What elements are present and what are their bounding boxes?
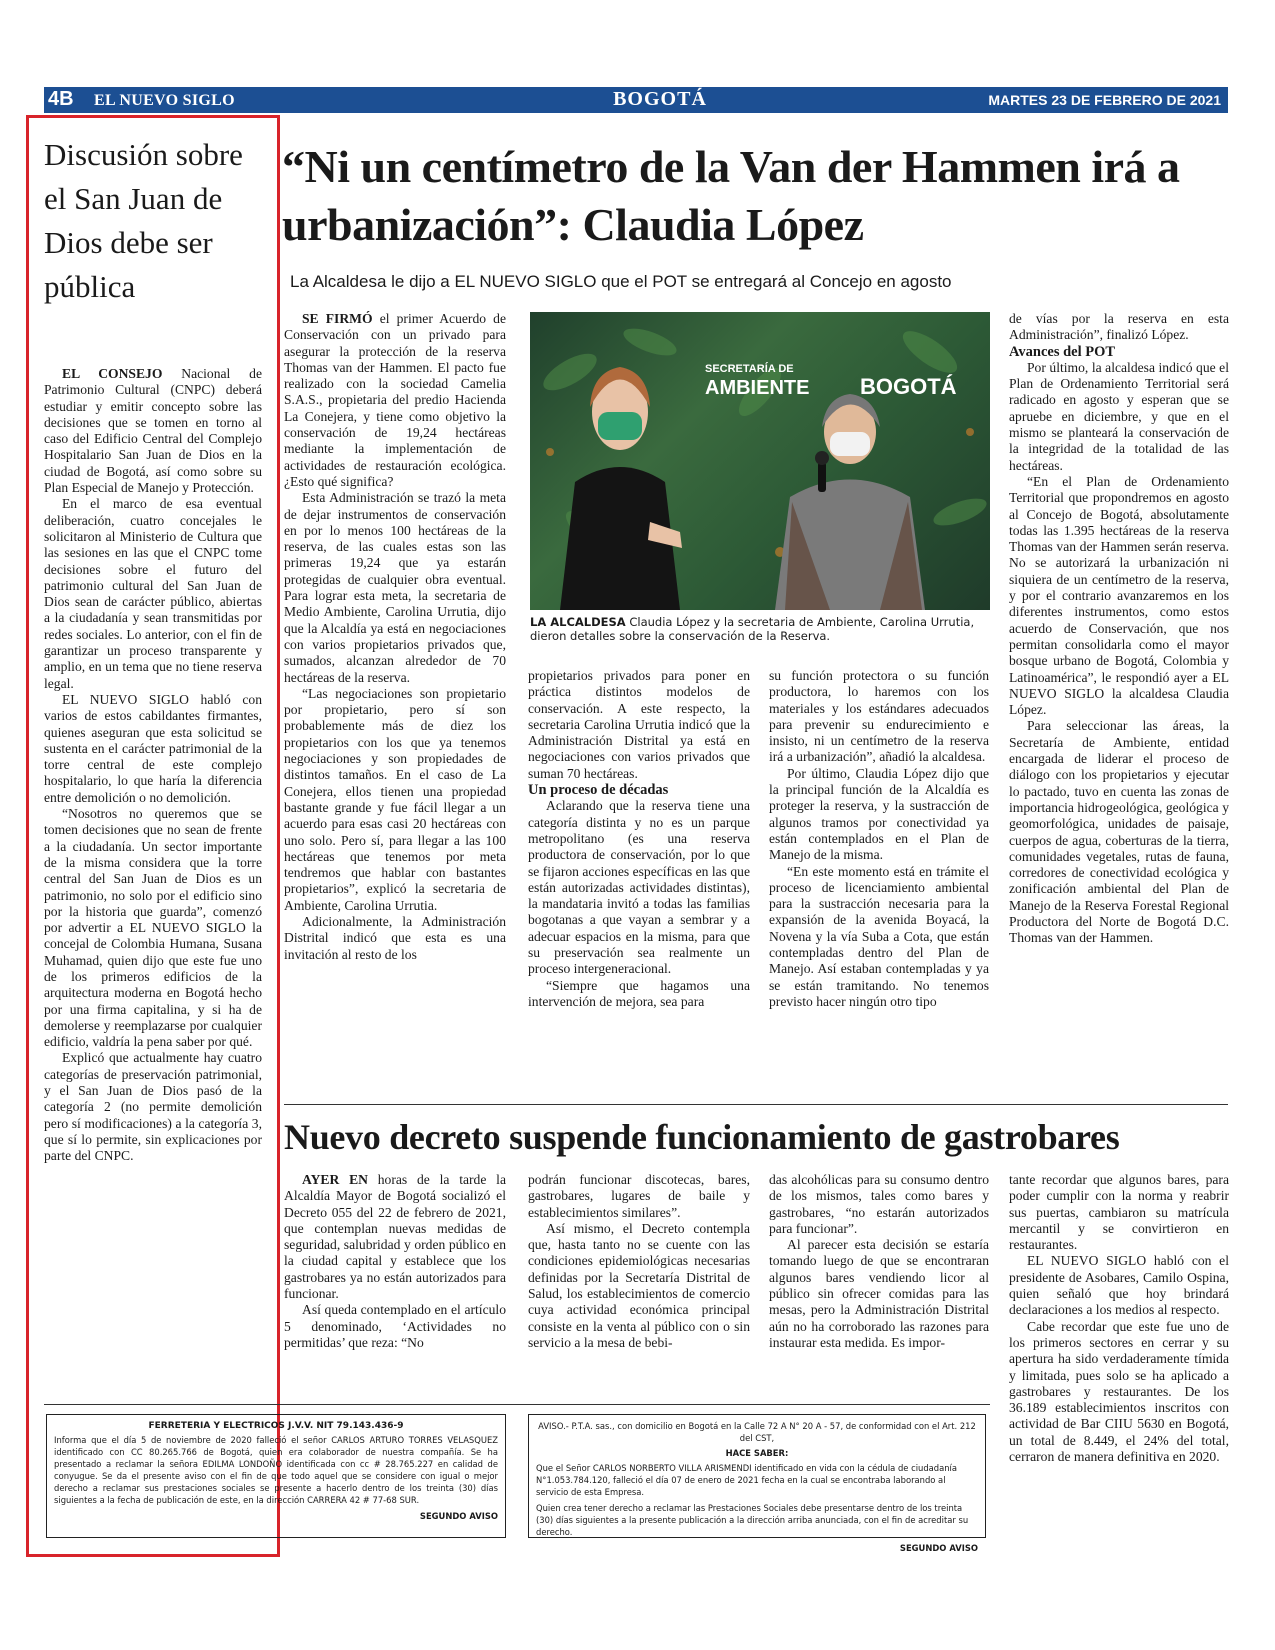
- main-column-4: [1009, 311, 1229, 947]
- second-column-3: [769, 1172, 989, 1351]
- ad-body: Informa que el día 5 de noviembre de 2020 falleció el señor CARLOS ARTURO TORRES VELASQUEZ identificado con CC 80.265.766 de Bogotá, quien era colaborador de nuestra compañía. Se ha presentado a reclamar la señora EDILMA LONDOÑO identificada con cc # 28.765.227 en calidad de conyugue. Se da el presente aviso con el fin de que todo aquel que se considere con igual o mejor derecho a reclamar sus prestaciones sociales se presente a hacerlo dentro de los treinta (30) días siguientes a la fecha de publicación de este, en la dirección CARRERA 42 # 77-68 SUR.: [54, 1435, 498, 1505]
- issue-date: MARTES 23 DE FEBRERO DE 2021: [988, 92, 1221, 108]
- caption-text: Claudia López y la secretaria de Ambiente, Carolina Urrutia, dieron detalles sobre la conservación de la Reserva.: [530, 615, 975, 643]
- sidebar-text: Nacional de Patrimonio Cultural (CNPC) deberá estudiar y emitir concepto sobre las decisiones que se tomen en torno al caso del Edificio Central del Complejo Hospitalario San Juan de Dios en la ciudad de Bogotá, así como sobre su Plan Especial de Manejo y Protección.: [44, 366, 262, 496]
- article-text: horas de la tarde la Alcaldía Mayor de Bogotá socializó el Decreto 055 del 22 de febrero de 2021, que contemplan nuevas medidas de seguridad, salubridad y orden público en la ciudad capital y establece que los gastrobares ya no están autorizados para funcionar.: [284, 1172, 506, 1302]
- main-column-1: [284, 311, 506, 963]
- sidebar-headline: Discusión sobre el San Juan de Dios debe ser pública: [44, 137, 243, 304]
- article-paragraph: “Las negociaciones son propietario por propietario, pero sí son probablemente más de diez los propietarios con los que ya tenemos negociaciones y son propiedades de distintos tamaños. En el caso de La Conejera, ellos tienen una propiedad bastante grande y fue fácil llegar a un acuerdo para esas casi 20 hectáreas con uno solo. Pero sí, para llegar a las 100 hectáreas que tenemos por meta tendremos que hablar con bastantes propietarios”, explicó la secretaria de Ambiente, Carolina Urrutia.: [284, 685, 506, 913]
- article-paragraph: Adicionalmente, la Administración Distrital indicó que esta es una invitación al resto de los: [284, 913, 506, 962]
- sidebar-paragraph: “Nosotros no queremos que se tomen decisiones que no sean de frente a la ciudadanía. Un sector importante de la misma considera que la torre central del San Juan de Dios es un patrimonio, no solo por el edificio sino por la historia que guarda”, comenzó por advertir a EL NUEVO SIGLO la concejal de Colombia Humana, Susana Muhamad, quien dijo que este fue uno de los primeros edificios de la arquitectura moderna en Bogotá hecho por una firma capitalina, y si ha de demolerse y reemplazarse por cualquier edificio, valdría la pena saber por qué.: [44, 806, 262, 1050]
- page-number: 4B: [48, 88, 74, 110]
- photo-sign-line3: BOGOTÁ: [860, 374, 957, 399]
- article-paragraph: “En este momento está en trámite el proceso de licenciamiento ambiental para la sustracción necesaria para la expansión de la avenida Boyacá, la Novena y la vía Suba a Cota, que están contempladas dentro del Plan de Manejo. Así estaban contempladas y ya se están tramitando. No tenemos previsto hacer ningún otro tipo: [769, 863, 989, 1009]
- article-paragraph: Por último, la alcaldesa indicó que el Plan de Ordenamiento Territorial será radicado en agosto y esperan que se apruebe en diciembre, y que en el mismo se planteará la conservación de la integridad de la totalidad de las hectáreas.: [1009, 359, 1229, 473]
- article-paragraph: tante recordar que algunos bares, para poder cumplir con la norma y reabrir sus puertas, cambiaron su matrícula mercantil y se convirtieron en restaurantes.: [1009, 1172, 1229, 1253]
- article-subheading: Un proceso de décadas: [528, 782, 669, 799]
- ad-footer: SEGUNDO AVISO: [419, 1511, 498, 1521]
- sidebar-article: [44, 366, 262, 1165]
- article-paragraph: das alcohólicas para su consumo dentro de los mismos, tales como bares y gastrobares, “no estarán autorizados para funcionar”.: [769, 1172, 989, 1236]
- article-paragraph: podrán funcionar discotecas, bares, gastrobares, lugares de baile y establecimientos similares”.: [528, 1172, 750, 1220]
- sidebar-paragraph: Explicó que actualmente hay cuatro categorías de preservación patrimonial, y el San Juan de Dios pasó de la categoría 2 (no permite demolición pero sí modificaciones) a la categoría 3, que sí lo permite, sin explicaciones por parte del CNPC.: [44, 1050, 262, 1164]
- section-title: BOGOTÁ: [613, 88, 707, 110]
- paper-name: EL NUEVO SIGLO: [94, 92, 235, 109]
- article-subheading: Avances del POT: [1009, 343, 1116, 360]
- second-column-1: [284, 1172, 506, 1351]
- sidebar-paragraph: En el marco de esa eventual deliberación, cuatro concejales le solicitaron al Ministerio de Cultura que las sesiones en las que el CNPC tome decisiones sobre el futuro del patrimonio cultural del San Juan de Dios sean de carácter público, abiertas a la ciudadanía y sean transmitidas por redes sociales. Lo anterior, con el fin de garantizar un proceso transparente y amplio, en un tema que no tiene reserva legal.: [44, 496, 262, 691]
- section-divider: [284, 1104, 1228, 1105]
- article-paragraph: Cabe recordar que este fue uno de los primeros sectores en cerrar y su apertura ha sido verdaderamente tímida y limitada, pues solo se ha aplicado a gastrobares y restaurantes. De los 36.189 establecimientos inscritos con actividad de Bar CIIU 5630 en Bogotá, un total de 8.449, el 24% del total, cerraron de manera definitiva en 2020.: [1009, 1318, 1229, 1465]
- article-paragraph: Para seleccionar las áreas, la Secretaría de Ambiente, entidad encargada de liderar el proceso de diálogo con los propietarios y ejecutar lo pactado, tuvo en cuenta las zonas de importancia hidrogeológica, geológica y geomorfológica, unidades de paisaje, cuerpos de agua, coberturas de la tierra, comunidades vegetales, rutas de fauna, corredores de conectividad ecológica y zonificación ambiental del Plan de Manejo de la Reserva Forestal Regional Productora del Norte de Bogotá D.C. Thomas van der Hammen.: [1009, 718, 1229, 946]
- second-column-2: [528, 1172, 750, 1351]
- ad-subtitle: HACE SABER:: [725, 1448, 789, 1458]
- article-paragraph: Así queda contemplado en el artículo 5 denominado, ‘Actividades no permitidas’ que reza: “No: [284, 1302, 506, 1350]
- second-column-4: [1009, 1172, 1229, 1465]
- article-paragraph: Por último, Claudia López dijo que la principal función de la Alcaldía es proteger la reserva, y la sustracción de algunos tramos por conectividad ya están contemplados en el Plan de Manejo de la misma.: [769, 765, 989, 863]
- article-paragraph: de vías por la reserva en esta Administración”, finalizó López.: [1009, 311, 1229, 343]
- article-paragraph: [284, 311, 506, 490]
- article-paragraph: EL NUEVO SIGLO habló con el presidente de Asobares, Camilo Ospina, quien señaló que hoy brindará declaraciones a los medios al respecto.: [1009, 1253, 1229, 1318]
- photo-caption: [530, 615, 990, 643]
- ad-footer: SEGUNDO AVISO: [899, 1543, 978, 1553]
- ad-body: Quien crea tener derecho a reclamar las Prestaciones Sociales debe presentarse dentro de los treinta (30) días siguientes a la presente publicación a la dirección arriba anunciada, con el fin de acreditar su derecho.: [536, 1503, 969, 1537]
- article-text: el primer Acuerdo de Conservación con un privado para asegurar la protección de la reserva Thomas van der Hammen. El pacto fue realizado con la sociedad Camelia S.A.S., propietaria del predio Hacienda La Conejera, y tiene como objetivo la conservación de 19,24 hectáreas mediante la implementación de actividades de restauración ecológica. ¿Esto qué significa?: [284, 311, 506, 489]
- main-column-3: [769, 668, 989, 1010]
- caption-lead: LA ALCALDESA: [530, 615, 626, 629]
- sidebar-paragraph: EL NUEVO SIGLO habló con varios de estos cabildantes firmantes, quienes aseguran que esta solicitud se sustenta en el carácter patrimonial de la torre central de este complejo hospitalario, lo que haría la diferencia entre demolición o no demolición.: [44, 691, 262, 805]
- article-paragraph: Así mismo, el Decreto contempla que, hasta tanto no se cuente con las condiciones epidemiológicas necesarias definidas por la Secretaría Distrital de Salud, los establecimientos de comercio cuya actividad económica principal consiste en la venta al público con o sin servicio a la mesa de bebi-: [528, 1220, 750, 1350]
- photo-sign-line1: SECRETARÍA DE: [705, 363, 794, 375]
- ad-body: Que el Señor CARLOS NORBERTO VILLA ARISMENDI identificado en vida con la cédula de ciudadanía N°1.053.784.120, falleció el día 07 de enero de 2021 fecha en la cual se encontraba laborando al servicio de esta Empresa.: [536, 1463, 958, 1497]
- photo-sign-line2: AMBIENTE: [705, 377, 810, 399]
- article-paragraph: “Siempre que hagamos una intervención de mejora, sea para: [528, 977, 750, 1009]
- photo-illustration: [530, 312, 990, 610]
- article-paragraph: propietarios privados para poner en práctica distintos modelos de conservación. A este respecto, la secretaria Carolina Urrutia indicó que la Administración Distrital ya está en negociaciones con varios privados que suman 70 hectáreas.: [528, 668, 750, 781]
- main-subhead: La Alcaldesa le dijo a EL NUEVO SIGLO que el POT se entregará al Concejo en agosto: [290, 272, 952, 291]
- article-paragraph: “En el Plan de Ordenamiento Territorial que propondremos en agosto al Concejo de Bogotá, absolutamente todas las 1.395 hectáreas de la reserva Thomas van der Hammen serán reserva. No se autorizará la urbanización ni siquiera de un centímetro de la reserva, y por el contrario avanzaremos en los diferentes instrumentos, como estos acuerdo de Conservación, que nos permitan consolidarla como el mayor bosque urbano de Bogotá, Colombia y Latinoamérica”, le respondió ayer a EL NUEVO SIGLO la alcaldesa Claudia López.: [1009, 473, 1229, 718]
- ad-title: FERRETERIA Y ELECTRICOS J.V.V. NIT 79.143.436-9: [148, 1421, 404, 1431]
- classified-ad-ferreteria: [46, 1414, 506, 1538]
- article-photo: [530, 312, 990, 610]
- sidebar-lead: EL CONSEJO: [62, 366, 163, 381]
- article-paragraph: Esta Administración se trazó la meta de dejar instrumentos de conservación en por lo menos 100 hectáreas de la reserva, de las cuales estas son las primeras 19,24 que ya estarán protegidas de cualquier obra eventual. Para lograr esta meta, la secretaria de Medio Ambiente, Carolina Urrutia, dijo que la Alcaldía ya está en negociaciones con varios propietarios privados que, sumados, alcanzan alrededor de 70 hectáreas de la reserva.: [284, 490, 506, 685]
- article-paragraph: su función protectora o su función productora, lo haremos con los materiales y los estándares adecuados para prevenir su endurecimiento e insisto, ni un centímetro de la reserva irá a urbanización”, añadió la alcaldesa.: [769, 668, 989, 765]
- sidebar-paragraph: [44, 366, 262, 496]
- article-paragraph: Aclarando que la reserva tiene una categoría distinta y no es un parque metropolitano (es una reserva productora de conservación, por lo que se fijaron acciones específicas en las que están autorizadas actividades distintas), la mandataria invitó a todas las familias bogotanas a que vayan a sembrar y a adecuar espacios en la misma, para que su preservación sea realmente un proceso intergeneracional.: [528, 798, 750, 977]
- article-paragraph: [284, 1172, 506, 1302]
- main-column-2: [528, 668, 750, 1010]
- ad-title: AVISO.- P.T.A. sas., con domicilio en Bogotá en la Calle 72 A N° 20 A - 57, de conformidad con el Art. 212 del CST,: [538, 1421, 976, 1443]
- article-paragraph: Al parecer esta decisión se estaría tomando luego de que se encontraran algunos bares vendiendo licor al público sin ofrecer comidas para las mesas, pero la Administración Distrital aún no ha corroborado las razones para instaurar esta medida. Es impor-: [769, 1237, 989, 1350]
- classified-ad-pta: [528, 1414, 986, 1553]
- second-headline: Nuevo decreto suspende funcionamiento de gastrobares: [284, 1117, 1120, 1157]
- article-lead: SE FIRMÓ: [302, 311, 373, 326]
- article-lead: AYER EN: [302, 1172, 368, 1187]
- main-headline: “Ni un centímetro de la Van der Hammen irá a urbanización”: Claudia López: [282, 141, 1180, 250]
- ads-divider: [44, 1404, 990, 1405]
